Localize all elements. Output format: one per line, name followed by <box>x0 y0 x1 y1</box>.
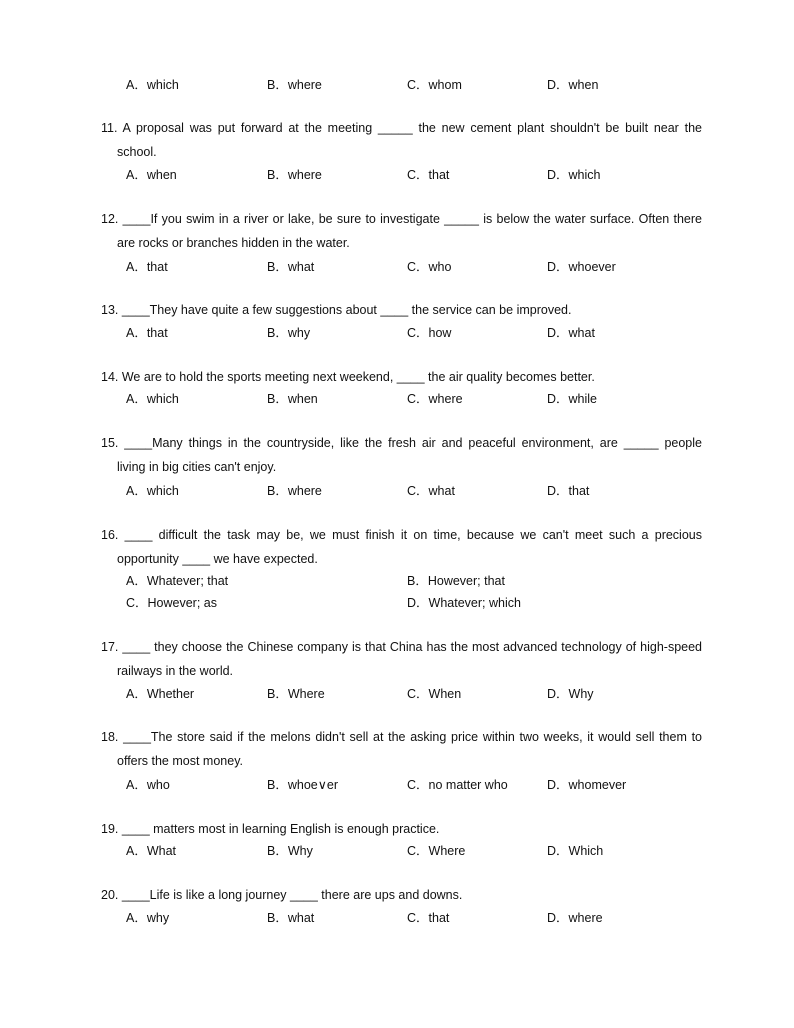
option-d: D．whoever <box>547 260 616 274</box>
option-b: B．what <box>267 911 315 925</box>
option-a: A．that <box>126 326 168 340</box>
option-b: B．where <box>267 78 322 92</box>
question-stem-continued: opportunity ____ we have expected. <box>117 552 318 566</box>
option-b: B．Why <box>267 844 313 858</box>
option-b: B．why <box>267 326 311 340</box>
option-c: C．who <box>407 260 452 274</box>
option-a: A．What <box>126 844 177 858</box>
option-a: A．who <box>126 778 170 792</box>
option-c: C．whom <box>407 78 462 92</box>
option-a: A．why <box>126 911 170 925</box>
option-c: C．When <box>407 687 462 701</box>
option-d: D．which <box>547 168 601 182</box>
option-b: B．whoe∨er <box>267 778 338 792</box>
option-c: C．Where <box>407 844 466 858</box>
question-stem-continued: offers the most money. <box>117 754 243 768</box>
question-stem: 11. A proposal was put forward at the meeting _____ the new cement plant shouldn't be built near the <box>101 121 702 135</box>
option-d: D．Why <box>547 687 594 701</box>
option-a: A．which <box>126 78 179 92</box>
option-d: D．where <box>547 911 603 925</box>
question-stem-continued: railways in the world. <box>117 664 234 678</box>
option-a: A．when <box>126 168 177 182</box>
question-stem: 20. ____Life is like a long journey ____ there are ups and downs. <box>101 888 463 902</box>
option-b: B．where <box>267 168 322 182</box>
option-d: D．while <box>547 392 598 406</box>
option-a: A．which <box>126 392 179 406</box>
option-d: D．when <box>547 78 599 92</box>
option-d: D．that <box>547 484 590 498</box>
option-d: D．whomever <box>547 778 627 792</box>
option-d: D．Which <box>547 844 604 858</box>
question-stem-continued: school. <box>117 145 157 159</box>
question-stem: 13. ____They have quite a few suggestions about ____ the service can be improved. <box>101 303 572 317</box>
question-stem: 17. ____ they choose the Chinese company is that China has the most advanced technology of high-speed <box>101 640 702 654</box>
option-c: C．what <box>407 484 455 498</box>
question-stem: 19. ____ matters most in learning English is enough practice. <box>101 822 440 836</box>
option-a: A．Whether <box>126 687 195 701</box>
option-a: A．Whatever; that <box>126 574 229 588</box>
option-d: D．Whatever; which <box>407 596 521 610</box>
question-stem: 16. ____ difficult the task may be, we must finish it on time, because we can't meet such a precious <box>101 528 702 542</box>
option-b: B．Where <box>267 687 325 701</box>
option-d: D．what <box>547 326 595 340</box>
option-c: C．where <box>407 392 463 406</box>
question-stem: 12. ____If you swim in a river or lake, be sure to investigate _____ is below the water surface. Often there <box>101 212 702 226</box>
option-a: A．which <box>126 484 179 498</box>
option-c: C．However; as <box>126 596 217 610</box>
question-stem-continued: are rocks or branches hidden in the water. <box>117 236 350 250</box>
option-b: B．where <box>267 484 322 498</box>
option-a: A．that <box>126 260 168 274</box>
option-b: B．when <box>267 392 318 406</box>
option-c: C．that <box>407 168 450 182</box>
option-b: B．However; that <box>407 574 505 588</box>
question-stem: 15. ____Many things in the countryside, like the fresh air and peaceful environment, are _____ people <box>101 436 702 450</box>
question-stem-continued: living in big cities can't enjoy. <box>117 460 277 474</box>
option-c: C．that <box>407 911 450 925</box>
option-c: C．how <box>407 326 452 340</box>
question-stem: 14. We are to hold the sports meeting next weekend, ____ the air quality becomes better. <box>101 370 595 384</box>
option-c: C．no matter who <box>407 778 508 792</box>
question-stem: 18. ____The store said if the melons didn't sell at the asking price within two weeks, it would sell them to <box>101 730 702 744</box>
option-b: B．what <box>267 260 315 274</box>
